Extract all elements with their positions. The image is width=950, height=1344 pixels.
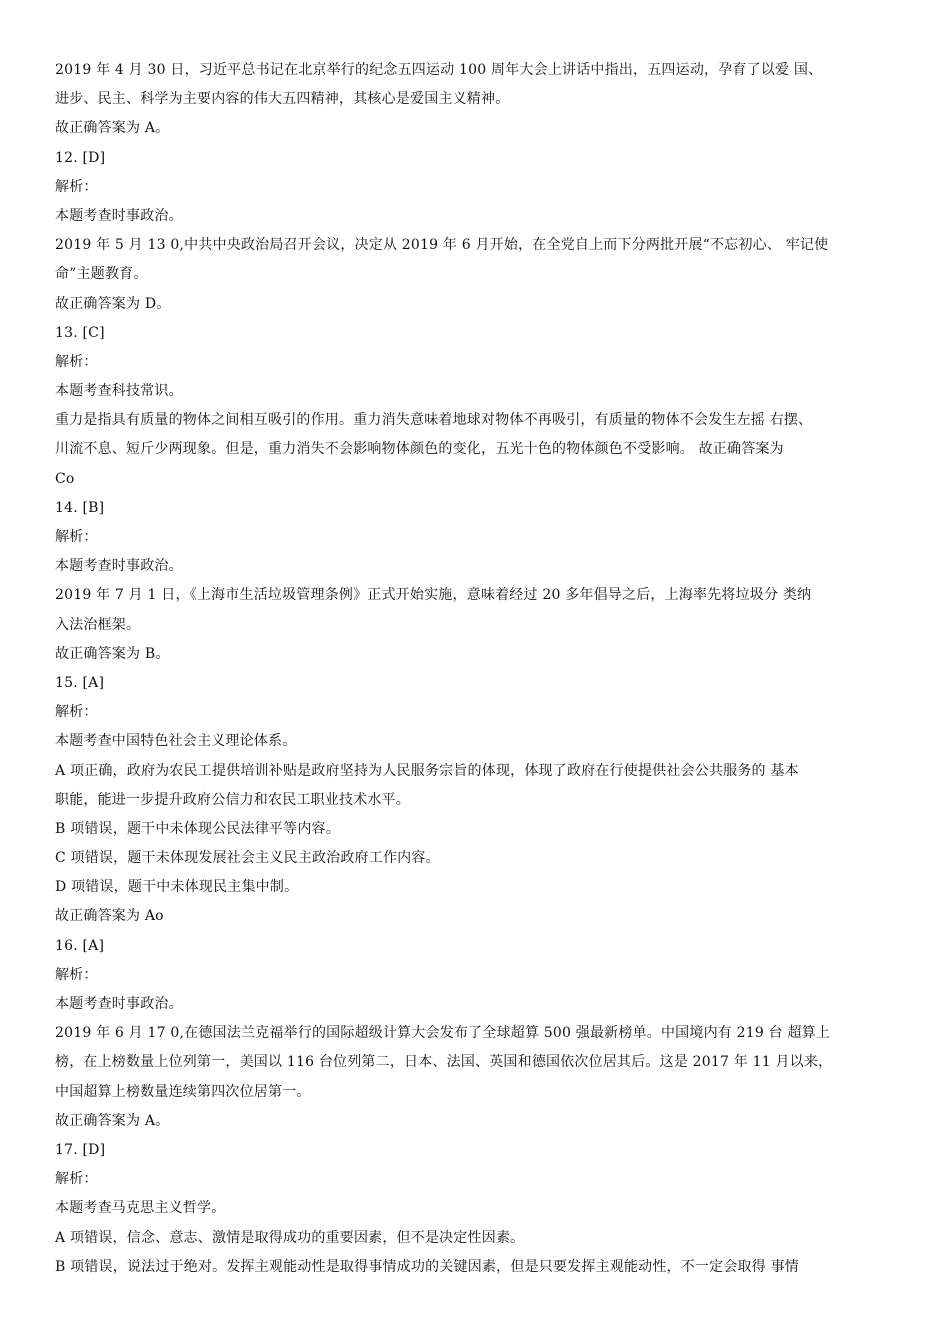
text-line: 榜，在上榜数量上位列第一，美国以 116 台位列第二，日本、法国、英国和德国依次位居其后。这是 2017 年 11 月以来，: [55, 1054, 833, 1071]
text-line: 16. [A]: [55, 937, 105, 954]
text-line: 故正确答案为 Ao: [55, 908, 164, 925]
text-line: 2019 年 4 月 30 日，习近平总书记在北京举行的纪念五四运动 100 周年大会上讲话中指出，五四运动，孕育了以爱 国、: [55, 62, 823, 78]
text-line: 14. [B]: [55, 499, 105, 516]
text-line: 本题考查科技常识。: [55, 383, 183, 400]
text-line: 解析：: [55, 966, 98, 983]
text-line: 故正确答案为 B。: [55, 645, 170, 662]
text-line: 故正确答案为 A。: [55, 120, 170, 137]
text-line: 本题考查中国特色社会主义理论体系。: [55, 733, 297, 750]
text-line: 职能，能进一步提升政府公信力和农民工职业技术水平。: [55, 791, 410, 808]
text-line: Co: [55, 470, 75, 487]
text-line: 故正确答案为 D。: [55, 295, 171, 312]
text-line: 13. [C]: [55, 324, 105, 341]
text-line: 解析：: [55, 704, 98, 721]
text-line: 解析：: [55, 353, 98, 370]
text-line: 解析：: [55, 178, 98, 195]
text-line: 15. [A]: [55, 674, 105, 691]
text-line: 解析：: [55, 1171, 98, 1188]
text-line: 2019 年 7 月 1 日，《上海市生活垃圾管理条例》正式开始实施，意味着经过 20 多年倡导之后，上海率先将垃圾分 类纳: [55, 587, 812, 604]
text-line: 2019 年 6 月 17 0,在德国法兰克福举行的国际超级计算大会发布了全球超算 500 强最新榜单。中国境内有 219 台 超算上: [55, 1025, 831, 1042]
text-line: A 项错误，信念、意志、激情是取得成功的重要因素，但不是决定性因素。: [55, 1229, 525, 1246]
text-line: 17. [D]: [55, 1141, 106, 1158]
document-page: [55, 56, 895, 1282]
text-line: D 项错误，题干中未体现民主集中制。: [55, 879, 299, 896]
text-line: 12. [D]: [55, 149, 106, 166]
text-line: C 项错误，题干未体现发展社会主义民主政治政府工作内容。: [55, 850, 440, 867]
text-line: B 项错误，说法过于绝对。发挥主观能动性是取得事情成功的关键因素，但是只要发挥主观能动性，不一定会取得 事情: [55, 1258, 799, 1275]
text-line: 解析：: [55, 529, 98, 545]
text-line: 本题考查时事政治。: [55, 996, 183, 1012]
text-line: 入法治框架。: [55, 616, 141, 633]
text-line: 中国超算上榜数量连续第四次位居第一。: [55, 1083, 311, 1100]
text-line: 故正确答案为 A。: [55, 1112, 170, 1129]
text-line: 本题考查时事政治。: [55, 207, 183, 224]
text-line: B 项错误，题干中未体现公民法律平等内容。: [55, 820, 340, 837]
text-line: 2019 年 5 月 13 0,中共中央政治局召开会议，决定从 2019 年 6 月开始，在全党自上而下分两批开展“不忘初心、 牢记使: [55, 237, 829, 254]
text-line: 命”主题教育。: [55, 266, 148, 283]
text-line: 进步、民主、科学为主要内容的伟大五四精神，其核心是爱国主义精神。: [55, 91, 510, 108]
text-line: 本题考查时事政治。: [55, 558, 183, 575]
text-line: 重力是指具有质量的物体之间相互吸引的作用。重力消失意味着地球对物体不再吸引，有质量的物体不会发生左摇 右摆、: [55, 412, 813, 429]
text-line: 本题考查马克思主义哲学。: [55, 1200, 226, 1217]
text-line: A 项正确，政府为农民工提供培训补贴是政府坚持为人民服务宗旨的体现，体现了政府在行使提供社会公共服务的 基本: [55, 762, 799, 779]
text-line: 川流不息、短斤少两现象。但是，重力消失不会影响物体颜色的变化，五光十色的物体颜色不受影响。 故正确答案为: [55, 441, 784, 458]
